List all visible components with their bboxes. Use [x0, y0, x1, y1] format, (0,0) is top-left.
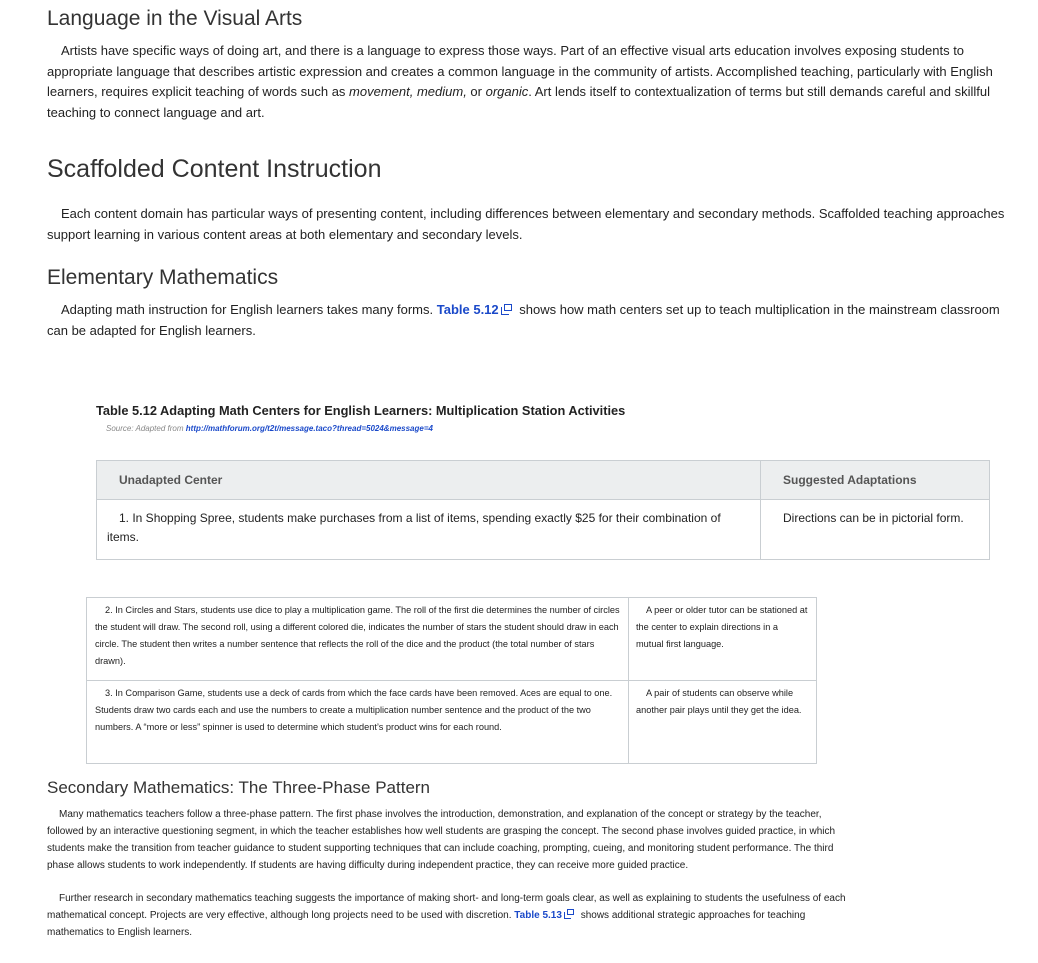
elementary-paragraph: Adapting math instruction for English learners takes many forms. Table 5.12 shows how math centers set up to teach multiplication in the mainstream classroom can be adapted for English learners. [47, 302, 1000, 338]
term-movement-medium: movement, medium, [349, 84, 467, 99]
col-header-unadapted: Unadapted Center [97, 461, 761, 500]
math-centers-table [96, 460, 990, 560]
table-header-row [97, 461, 990, 500]
scaffold-paragraph: Each content domain has particular ways of presenting content, including differences between elementary and secondary methods. Scaffolded teaching approaches support learning in various content areas at both elementary and secondary levels. [47, 206, 1005, 242]
table-row [87, 681, 817, 764]
table-5-12-link[interactable]: Table 5.12 [436, 302, 499, 317]
table-source: Source: Adapted from http://mathforum.org/t2t/message.taco?thread=5024&message=4 [106, 424, 433, 433]
secondary-heading: Secondary Mathematics: The Three-Phase Pattern [47, 778, 431, 797]
elementary-heading: Elementary Mathematics [47, 266, 279, 289]
external-window-icon[interactable] [501, 304, 513, 315]
table-cell-center: 2. In Circles and Stars, students use dice to play a multiplication game. The roll of the first die determines the number of circles the student will draw. The second roll, using a different colored die, indicates the number of stars the student should draw in each circle. The student then writes a number sentence that reflects the roll of the dice and the product (the total number of stars drawn). [87, 598, 629, 681]
table-cell-center: 1. In Shopping Spree, students make purchases from a list of items, spending exactly $25 for their combination of items. [97, 500, 761, 560]
scaffold-heading: Scaffolded Content Instruction [47, 155, 382, 183]
col-header-adaptations: Suggested Adaptations [761, 461, 990, 500]
term-organic: organic [485, 84, 529, 99]
math-centers-table-continued [86, 597, 817, 764]
table-cell-adaptation: A peer or older tutor can be stationed at the center to explain directions in a mutual first language. [629, 598, 817, 681]
table-row [97, 500, 990, 560]
table-cell-adaptation: Directions can be in pictorial form. [761, 500, 990, 560]
table-cell-adaptation: A pair of students can observe while another pair plays until they get the idea. [629, 681, 817, 764]
table-cell-center: 3. In Comparison Game, students use a deck of cards from which the face cards have been removed. Aces are equal to one. Students draw two cards each and use the numbers to create a multiplication number sentence and the product of the two numbers. A “more or less” spinner is used to determine which student’s product wins for each round. [87, 681, 629, 764]
table-row [87, 598, 817, 681]
art-heading: Language in the Visual Arts [47, 7, 303, 30]
table-source-link[interactable]: http://mathforum.org/t2t/message.taco?thread=5024&message=4 [185, 424, 433, 433]
art-paragraph: Artists have specific ways of doing art, and there is a language to express those ways. Part of an effective visual arts education involves exposing students to appropriate language that describes artistic expression and creates a common language in the community of artists. Accomplished teaching, particularly with English learners, requires explicit teaching of words such as movement, medium, or organic. Art lends itself to contextualization of terms but still demands careful and skillful teaching to connect language and art. [47, 43, 993, 120]
external-window-icon[interactable] [564, 909, 575, 919]
secondary-paragraph-2: Further research in secondary mathematics teaching suggests the importance of making short- and long-term goals clear, as well as explaining to students the usefulness of each mathematical concept. Projects are very effective, although long projects need to be used with discretion. Table 5.13 shows additional strategic approaches for teaching mathematics to English learners. [47, 893, 846, 938]
table-5-13-link[interactable]: Table 5.13 [514, 910, 562, 921]
secondary-paragraph-1: Many mathematics teachers follow a three-phase pattern. The first phase involves the introduction, demonstration, and explanation of the concept or strategy by the teacher, followed by an interactive questioning segment, in which the teacher establishes how well students are grasping the concept. The second phase involves guided practice, in which students make the transition from teacher guidance to student supporting techniques that can include coaching, prompting, cueing, and monitoring student performance. The third phase allows students to work independently. If students are having difficulty during independent practice, they can receive more guided practice. [47, 809, 836, 871]
table-caption: Table 5.12 Adapting Math Centers for English Learners: Multiplication Station Activities [96, 403, 626, 418]
